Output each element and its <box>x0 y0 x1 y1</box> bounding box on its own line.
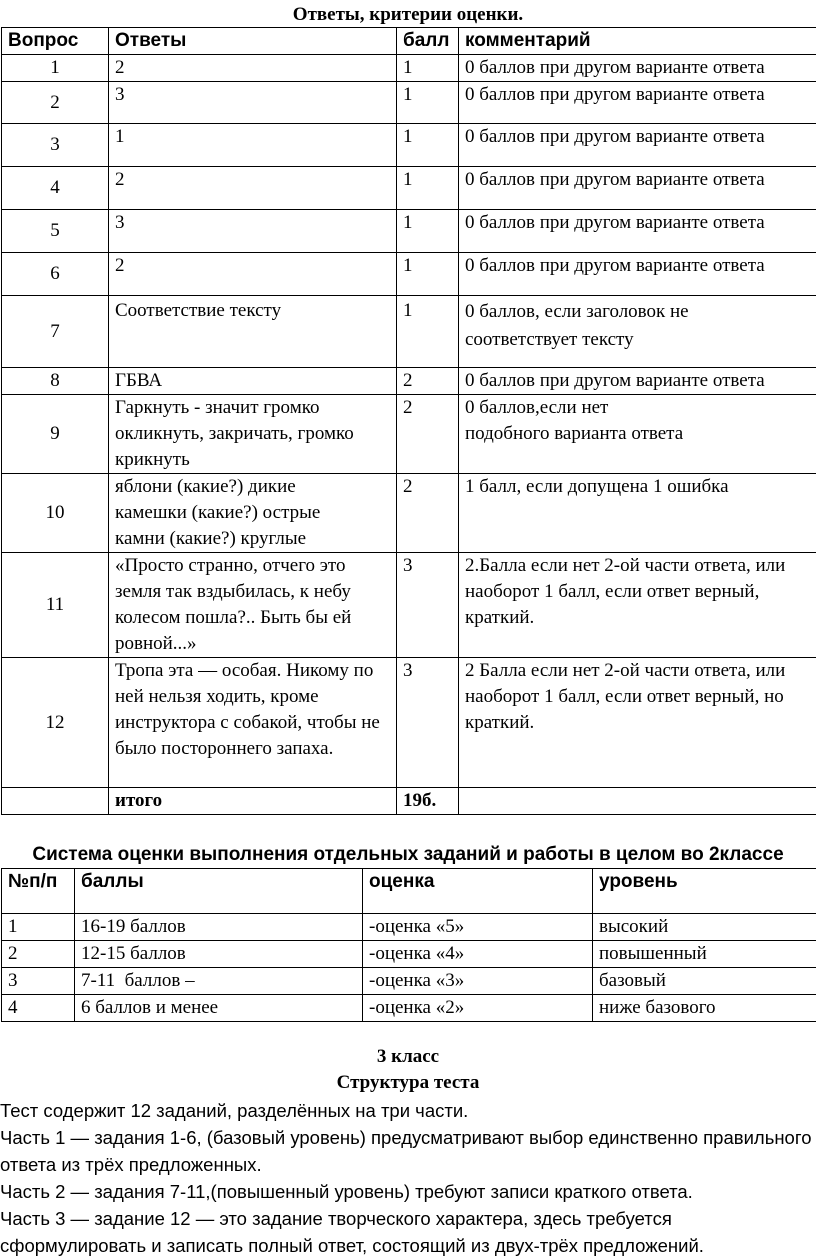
paragraph: Тест содержит 12 заданий, разделённых на три части. <box>0 1097 816 1124</box>
question-number: 2 <box>2 82 109 124</box>
table-row <box>2 474 816 553</box>
comment-cell: 0 баллов при другом варианте ответа <box>459 368 816 395</box>
score-cell: 1 <box>397 253 459 296</box>
comment-cell: 0 баллов при другом варианте ответа <box>459 124 816 167</box>
answer-cell: 2 <box>109 167 397 210</box>
comment-cell: 0 баллов,если нет подобного варианта ответа <box>459 395 816 474</box>
score-cell: 2 <box>397 395 459 474</box>
grade-cell: -оценка «2» <box>363 995 593 1022</box>
paragraph: Часть 3 — задание 12 — это задание творческого характера, здесь требуется сформулировать и записать полный ответ, состоящий из двух-трёх предложений. <box>0 1205 816 1259</box>
comment-cell: 0 баллов при другом варианте ответа <box>459 55 816 82</box>
grading-table <box>1 868 816 1022</box>
answer-cell: 3 <box>109 82 397 124</box>
score-cell: 1 <box>397 124 459 167</box>
table-row <box>2 210 816 253</box>
table-row <box>2 296 816 368</box>
question-number: 6 <box>2 253 109 296</box>
header-score: балл <box>397 28 459 55</box>
row-number: 1 <box>2 914 75 941</box>
table-row <box>2 368 816 395</box>
comment-cell: 0 баллов при другом варианте ответа <box>459 253 816 296</box>
score-cell: 1 <box>397 167 459 210</box>
answer-cell: Соответствие тексту <box>109 296 397 368</box>
level-cell: ниже базового <box>593 995 816 1022</box>
answer-cell: «Просто странно, отчего это земля так вздыбилась, к небу колесом пошла?.. Быть бы ей ровной...» <box>109 553 397 658</box>
score-cell: 3 <box>397 553 459 658</box>
row-number: 4 <box>2 995 75 1022</box>
section-class: 3 класс <box>0 1046 816 1068</box>
question-number: 3 <box>2 124 109 167</box>
answer-cell: 2 <box>109 253 397 296</box>
level-cell: повышенный <box>593 941 816 968</box>
header-grade: оценка <box>363 869 593 914</box>
header-question: Вопрос <box>2 28 109 55</box>
row-number: 3 <box>2 968 75 995</box>
grade-cell: -оценка «3» <box>363 968 593 995</box>
grade-cell: -оценка «4» <box>363 941 593 968</box>
answer-cell: 2 <box>109 55 397 82</box>
table-row <box>2 395 816 474</box>
answer-cell: ГБВА <box>109 368 397 395</box>
score-cell: 2 <box>397 368 459 395</box>
table-row <box>2 995 816 1022</box>
question-number: 10 <box>2 474 109 553</box>
page-title: Ответы, критерии оценки. <box>0 4 816 26</box>
total-comment-empty <box>459 788 816 815</box>
answer-cell: 1 <box>109 124 397 167</box>
answer-cell: яблони (какие?) дикие камешки (какие?) острые камни (какие?) круглые <box>109 474 397 553</box>
header-comment: комментарий <box>459 28 816 55</box>
table-row <box>2 55 816 82</box>
total-row <box>2 788 816 815</box>
section-title: Структура теста <box>0 1072 816 1094</box>
header-answers: Ответы <box>109 28 397 55</box>
level-cell: базовый <box>593 968 816 995</box>
score-cell: 1 <box>397 55 459 82</box>
score-cell: 3 <box>397 658 459 788</box>
question-number: 4 <box>2 167 109 210</box>
question-number: 8 <box>2 368 109 395</box>
table-row <box>2 253 816 296</box>
table-row <box>2 553 816 658</box>
answer-cell: Гаркнуть - значит громко окликнуть, закричать, громко крикнуть <box>109 395 397 474</box>
points-cell: 6 баллов и менее <box>75 995 363 1022</box>
comment-cell: 0 баллов при другом варианте ответа <box>459 167 816 210</box>
grading-title: Система оценки выполнения отдельных заданий и работы в целом во 2классе <box>0 844 816 866</box>
grade-cell: -оценка «5» <box>363 914 593 941</box>
score-cell: 1 <box>397 210 459 253</box>
comment-cell: 2 Балла если нет 2-ой части ответа, или наоборот 1 балл, если ответ верный, но краткий. <box>459 658 816 788</box>
comment-cell: 1 балл, если допущена 1 ошибка <box>459 474 816 553</box>
comment-cell: 2.Балла если нет 2-ой части ответа, или наоборот 1 балл, если ответ верный, краткий. <box>459 553 816 658</box>
total-label: итого <box>109 788 397 815</box>
question-number: 11 <box>2 553 109 658</box>
header-level: уровень <box>593 869 816 914</box>
paragraph: Часть 2 — задания 7-11,(повышенный уровень) требуют записи краткого ответа. <box>0 1178 816 1205</box>
question-number: 7 <box>2 296 109 368</box>
points-cell: 16-19 баллов <box>75 914 363 941</box>
score-cell: 1 <box>397 82 459 124</box>
row-number: 2 <box>2 941 75 968</box>
score-cell: 2 <box>397 474 459 553</box>
table-row <box>2 914 816 941</box>
paragraph: Часть 1 — задания 1-6, (базовый уровень) предусматривают выбор единственно правильного ответа из трёх предложенных. <box>0 1124 816 1178</box>
table-row <box>2 968 816 995</box>
answers-table <box>1 27 816 815</box>
level-cell: высокий <box>593 914 816 941</box>
total-empty-cell <box>2 788 109 815</box>
table-row <box>2 941 816 968</box>
comment-cell: 0 баллов, если заголовок не соответствует тексту <box>459 296 816 368</box>
points-cell: 7-11 баллов – <box>75 968 363 995</box>
answer-cell: 3 <box>109 210 397 253</box>
comment-cell: 0 баллов при другом варианте ответа <box>459 210 816 253</box>
points-cell: 12-15 баллов <box>75 941 363 968</box>
comment-cell: 0 баллов при другом варианте ответа <box>459 82 816 124</box>
header-number: №п/п <box>2 869 75 914</box>
question-number: 1 <box>2 55 109 82</box>
header-points: баллы <box>75 869 363 914</box>
answer-cell: Тропа эта — особая. Никому по ней нельзя ходить, кроме инструктора с собакой, чтобы не было постороннего запаха. <box>109 658 397 788</box>
score-cell: 1 <box>397 296 459 368</box>
total-value: 19б. <box>397 788 459 815</box>
table-row <box>2 124 816 167</box>
table-header-row <box>2 28 816 55</box>
grading-header-row <box>2 869 816 914</box>
question-number: 9 <box>2 395 109 474</box>
question-number: 5 <box>2 210 109 253</box>
table-row <box>2 167 816 210</box>
question-number: 12 <box>2 658 109 788</box>
table-row <box>2 82 816 124</box>
table-row <box>2 658 816 788</box>
